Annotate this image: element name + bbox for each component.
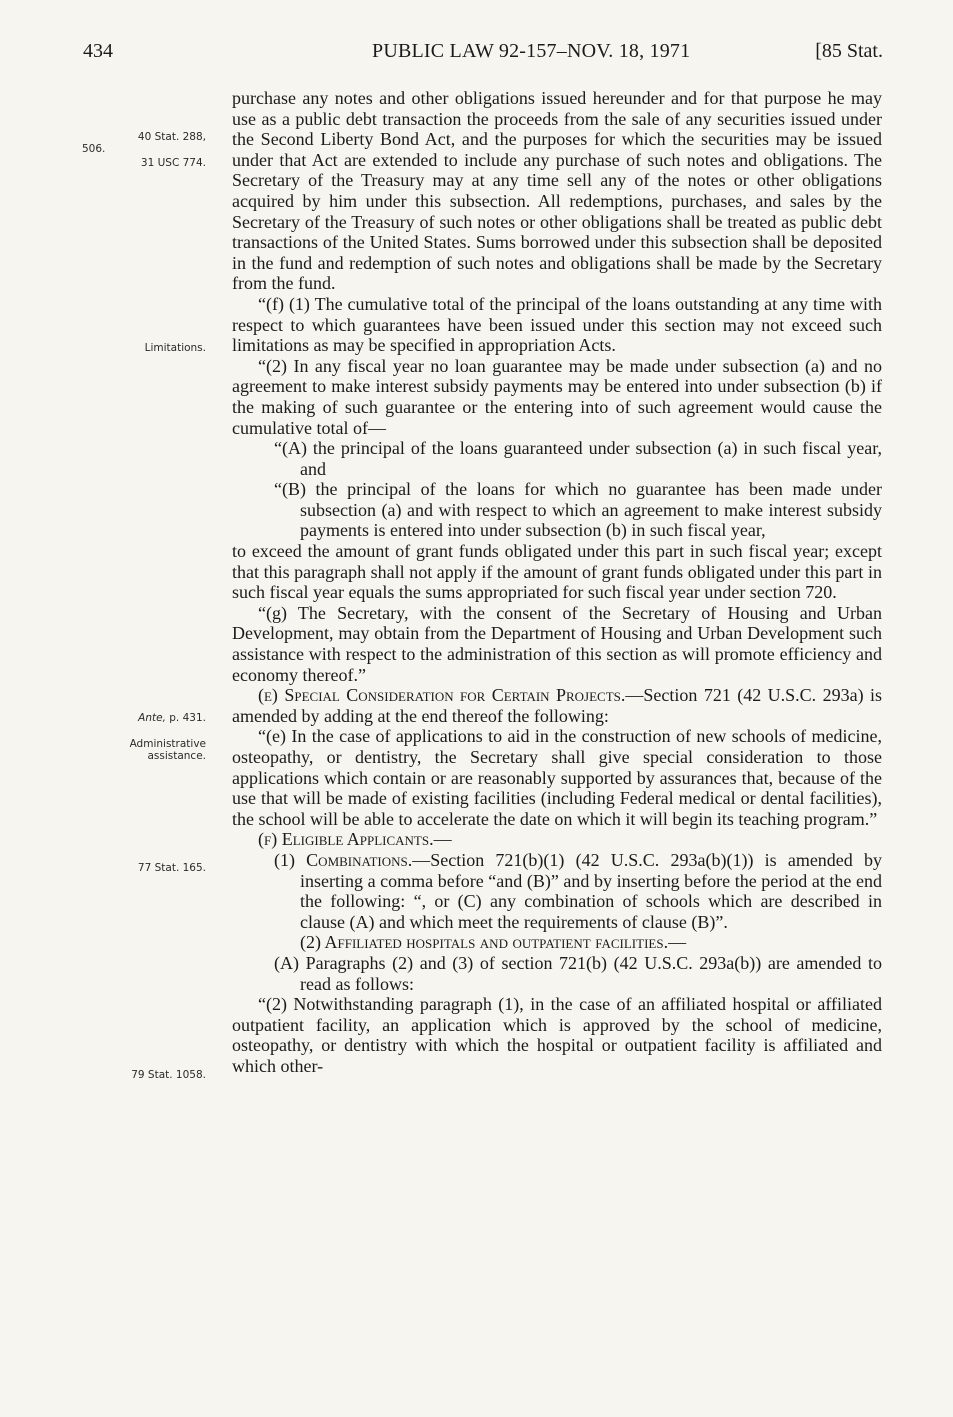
margin-note-line: 40 Stat. 288,	[137, 131, 206, 143]
paragraph-f2: “(2) In any fiscal year no loan guarantee may be made under subsection (a) and no agreement to make interest subsidy payments may be entered into under subsection (b) if the making of such guarantee or the entering into of such agreement would cause the cumulative total of—	[232, 355, 882, 438]
margin-note-line: 31 USC 774.	[140, 157, 206, 169]
margin-note-line: 506.	[82, 143, 106, 155]
subsection-text: —Section 721(b)(1) (42 U.S.C. 293a(b)(1)) is amended by inserting a comma before “and (B)” and by inserting before the period at the end the following: “, or (C) any combination of schools which are described in clause (A) and which meet the requirements of clause (B)”.	[300, 849, 882, 932]
margin-note-limitations	[74, 342, 206, 354]
clause-b: “(B) the principal of the loans for which no guarantee has been made under subsection (a) and with respect to which an agreement to make interest subsidy payments is entered into under subsection (b) in such fiscal year,	[274, 479, 882, 541]
margin-note-stat-165	[74, 862, 206, 874]
section-f-eligible-applicants	[232, 829, 882, 850]
statute-reference: [85 Stat.	[815, 40, 883, 62]
running-title: PUBLIC LAW 92-157–NOV. 18, 1971	[372, 40, 691, 62]
paragraph-f1-limitations: “(f) (1) The cumulative total of the principal of the loans outstanding at any time with respect to which guarantees have been issued under this section may not exceed such limitations as may be specified in appropriation Acts.	[232, 293, 882, 356]
subsection-heading: (2) Affiliated hospitals and outpatient facilities.	[300, 932, 669, 953]
margin-note-line: Administrative	[129, 738, 206, 750]
subsection-heading: (1) Combinations.	[274, 849, 413, 870]
margin-note-ante	[74, 712, 206, 724]
statute-body	[232, 88, 882, 1077]
section-text: —Section 721 (42 U.S.C. 293a) is amended by adding at the end thereof the following:	[232, 685, 882, 726]
page-header	[0, 40, 953, 70]
section-heading: (e) Special Consideration for Certain Projects.	[258, 685, 626, 706]
section-text: —	[433, 829, 452, 850]
paragraph-exceed-amount: to exceed the amount of grant funds obligated under this part in such fiscal year; except that this paragraph shall not apply if the amount of grant funds obligated under this part in such fiscal year equals the sums appropriated for such fiscal year under section 720.	[232, 541, 882, 603]
margin-note-ante-label: Ante,	[138, 712, 166, 724]
margin-note-ante-page: p. 431.	[169, 712, 206, 724]
subsection-text: —	[668, 932, 687, 953]
margin-note-506	[82, 143, 222, 155]
section-heading: (f) Eligible Applicants.	[258, 829, 434, 850]
margin-note-line: Limitations.	[144, 342, 206, 354]
margin-note-stat-1058	[74, 1069, 206, 1081]
section-e-special-consideration	[232, 685, 882, 726]
clause-a-paragraphs-amended: (A) Paragraphs (2) and (3) of section 721(b) (42 U.S.C. 293a(b)) are amended to read as follows:	[274, 952, 882, 994]
margin-note-line: assistance.	[147, 750, 206, 762]
paragraph-2-notwithstanding: “(2) Notwithstanding paragraph (1), in the case of an affiliated hospital or affiliated outpatient facility, an application which is approved by the school of medicine, osteopathy, or dentistry with which the hospital or outpatient facility is affiliated and which other-	[232, 994, 882, 1076]
margin-note-stat-288	[74, 131, 206, 143]
clause-a: “(A) the principal of the loans guaranteed under subsection (a) in such fiscal year, and	[274, 438, 882, 479]
subsection-combinations	[232, 850, 882, 932]
margin-note-administrative-assistance	[74, 738, 206, 762]
paragraph-e-applications: “(e) In the case of applications to aid in the construction of new schools of medicine, osteopathy, or dentistry, the Secretary shall give special consideration to those applications which contain or are reasonably supported by assurances that, because of the use that will be made of existing facilities (including Federal medical or dental facilities), the school will be able to accelerate the date on which it will begin its teaching program.”	[232, 726, 882, 829]
margin-note-usc-774	[74, 157, 206, 169]
page-number: 434	[83, 40, 113, 62]
paragraph-notes-obligations: purchase any notes and other obligations issued hereunder and for that purpose he may use as a public debt transaction the proceeds from the sale of any securities issued under the Second Liberty Bond Act, and the purposes for which the securities may be issued under that Act are extended to include any purchase of such notes and obligations. The Secretary of the Treasury may at any time sell any of the notes or other obligations acquired by him under this subsection. All redemptions, purchases, and sales by the Secretary of the Treasury of such notes or other obligations shall be treated as public debt transactions of the United States. Sums borrowed under this subsection shall be deposited in the fund and redemption of such notes and obligations shall be made by the Secretary from the fund.	[232, 88, 882, 294]
paragraph-g-secretary: “(g) The Secretary, with the consent of the Secretary of Housing and Urban Development, may obtain from the Department of Housing and Urban Development such assistance with respect to the administration of this section as will promote efficiency and economy thereof.”	[232, 602, 882, 685]
margin-note-line: 79 Stat. 1058.	[131, 1069, 206, 1081]
subsection-affiliated-hospitals	[232, 932, 882, 953]
margin-note-line: 77 Stat. 165.	[137, 862, 206, 874]
